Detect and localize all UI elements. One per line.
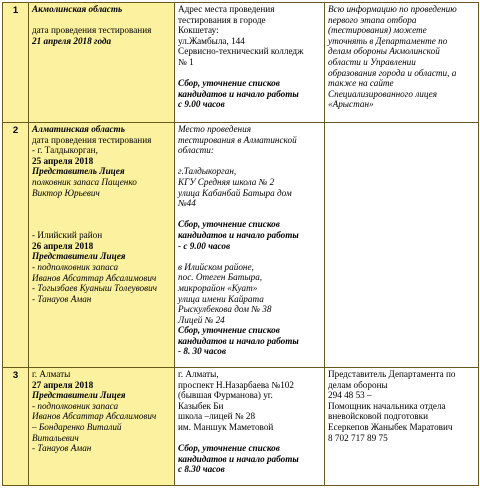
representative-line: Иванов Абсаттар Абсалимович (32, 411, 157, 422)
contact-line: вневойсковой подготовки (328, 411, 429, 422)
representative-title: Представитель Лицея (32, 166, 125, 177)
representative-line: - Танауов Аман (32, 443, 92, 454)
date-label: дата проведения тестирования (32, 25, 152, 36)
place-intro-line: тестирования в Алматинской (178, 134, 297, 145)
info-line: Специализированного лицея (328, 88, 438, 99)
place-line: Лицей № 24 (178, 314, 225, 325)
gather-line: с 9.00 часов (178, 99, 225, 110)
place-line: тестирования в городе (178, 14, 266, 25)
info-line: первого этапа отбора (328, 14, 417, 25)
contact-line: делам обороны (328, 379, 388, 390)
gather-line: кандидатов и начало работы (178, 229, 299, 240)
place-line: им. Маншук Маметовой (178, 421, 274, 432)
representative-title: Представители Лицея (32, 251, 126, 262)
gather-line: Сбор, уточнение списков (178, 443, 280, 454)
place-line: ул.Жамбыла, 144 (178, 35, 245, 46)
info-line: образования города и области, а (328, 67, 457, 78)
place-line: КГУ Средняя школа № 2 (178, 176, 275, 187)
place-line: г.Талдыкорган, (178, 166, 237, 177)
gather-line: Сбор, уточнение списков (178, 325, 280, 336)
place-line: в Илийском районе, (178, 261, 254, 272)
place-line: Казыбек Би (178, 400, 224, 411)
row-number: 2 (3, 123, 29, 368)
representative-line: Иванов Абсаттар Абсалимович (32, 272, 157, 283)
place-line: Сервисно-технический колледж (178, 46, 304, 57)
test-date: 25 апреля 2018 (32, 155, 94, 166)
contact-line: Представитель Департамента по (328, 369, 456, 379)
place-line: №44 (178, 198, 196, 209)
test-date: 21 апреля 2018 года (32, 35, 112, 46)
region-cell (29, 368, 175, 486)
gather-line: Сбор, уточнение списков (178, 78, 280, 89)
place-line: пос. Отеген Батыра, (178, 272, 263, 283)
contact-line: Помощник начальника отдела (328, 400, 446, 411)
info-line: также на сайте (328, 78, 394, 89)
gather-line: с 8.30 часов (178, 464, 225, 475)
representative-line: - Танауов Аман (32, 293, 92, 304)
place-line: Адрес места проведения (178, 4, 275, 14)
test-date: 26 апреля 2018 (32, 240, 94, 251)
table-row (3, 123, 479, 368)
info-line: (тестирования) можете (328, 25, 427, 36)
table-row (3, 3, 479, 123)
contact-phone: 8 702 717 89 75 (328, 432, 388, 443)
row-number: 1 (3, 3, 29, 123)
place-line: микрорайон «Куат» (178, 282, 258, 293)
test-date: 27 апреля 2018 (32, 379, 94, 390)
contact-cell (325, 368, 479, 486)
info-line: делам обороны Акмолинской (328, 46, 440, 57)
district-name: - Илийский район (32, 230, 103, 241)
place-line: улица Кабанбай Батыра дом (178, 187, 292, 198)
representative-line: Витальевич (32, 432, 79, 443)
testing-schedule-table (2, 2, 479, 486)
region-name: Акмолинская область (32, 4, 123, 14)
place-line: проспект Н.Назарбаева №102 (178, 379, 294, 390)
contact-name: Есеркепов Жаныбек Маратович (328, 421, 453, 432)
gather-line: - 8. 30 часов (178, 346, 226, 357)
representative-line: - подполковник запаса (32, 400, 119, 411)
place-line: улица имени Кайрата (178, 293, 264, 304)
gather-line: - с 9.00 часов (178, 240, 231, 251)
place-line: г. Алматы, (178, 369, 219, 379)
representative-line: полковник запаса Пащенко (32, 176, 137, 187)
place-line: № 1 (178, 56, 194, 67)
date-label: дата проведения тестирования (32, 134, 152, 145)
region-cell (29, 123, 175, 368)
representative-line: - Тогызбаев Куаныш Толеувович (32, 283, 158, 294)
region-name: Алматинская область (32, 124, 125, 134)
place-line: Рыскулбекова дом № 38 (178, 304, 272, 315)
gather-line: кандидатов и начало работы (178, 453, 299, 464)
representative-title: Представители Лицея (32, 390, 126, 401)
info-line: Всю информацию по проведению (328, 4, 457, 14)
place-cell (175, 123, 325, 368)
contact-phone: 294 48 53 – (328, 390, 372, 401)
place-cell (175, 368, 325, 486)
gather-line: кандидатов и начало работы (178, 335, 299, 346)
place-cell (175, 3, 325, 123)
info-line: области и Управлении (328, 56, 416, 67)
place-line: Кокшетау: (178, 25, 219, 36)
place-intro-line: Место проведения (178, 124, 251, 134)
gather-line: кандидатов и начало работы (178, 88, 299, 99)
gather-line: Сбор, уточнение списков (178, 219, 280, 230)
info-cell (325, 123, 479, 368)
row-number: 3 (3, 368, 29, 486)
city-name: - г. Талдыкорган, (32, 145, 98, 156)
region-cell (29, 3, 175, 123)
place-intro-line: области: (178, 145, 214, 156)
representative-line: – Бондаренко Виталий (32, 421, 122, 432)
info-line: уточнять в Департаменте по (328, 35, 448, 46)
info-line: «Арыстан» (328, 99, 374, 110)
representative-line: - подполковник запаса (32, 261, 119, 272)
city-name: г. Алматы (32, 369, 71, 379)
place-line: школа –лицей № 28 (178, 411, 256, 422)
table-row (3, 368, 479, 486)
representative-line: Виктор Юрьевич (32, 187, 100, 198)
info-cell (325, 3, 479, 123)
place-line: (бывшая Фурманова) уг. (178, 390, 273, 401)
